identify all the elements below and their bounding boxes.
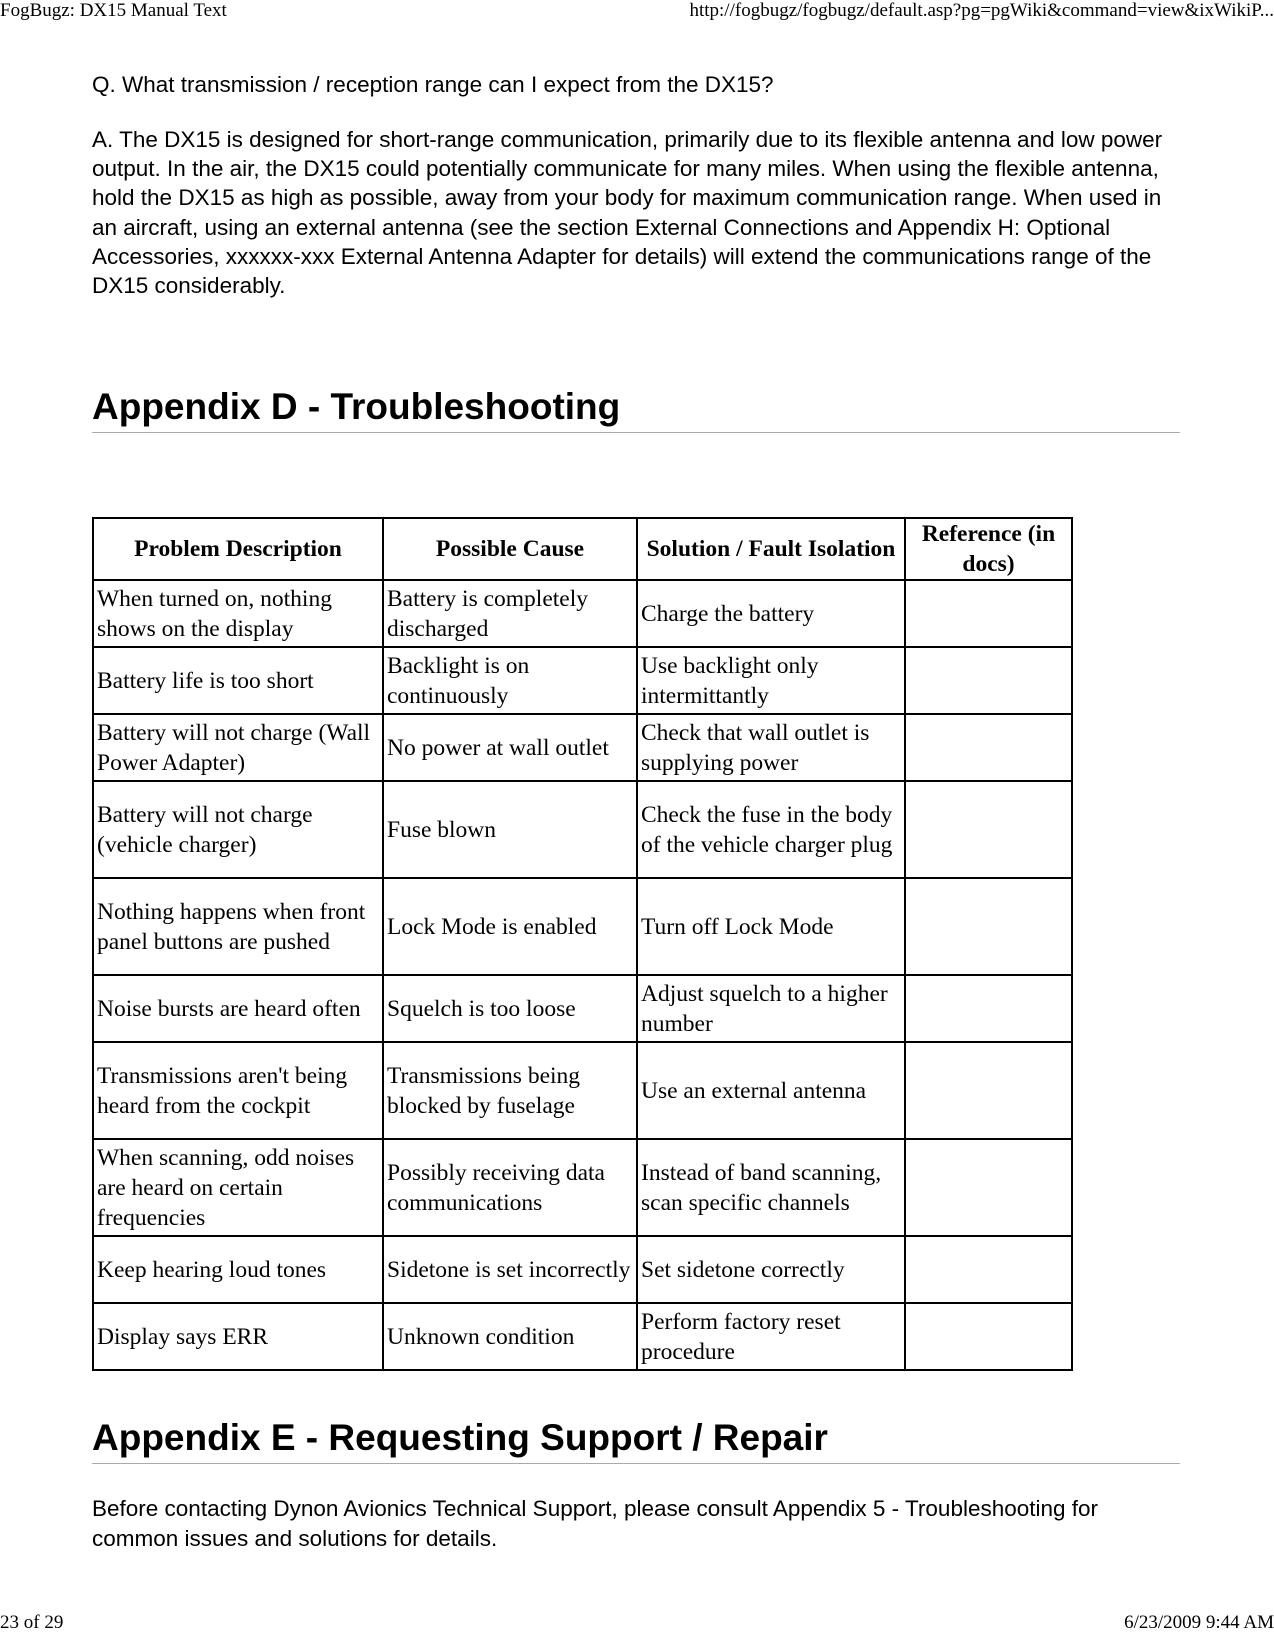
column-header-reference: Reference (in docs) — [905, 518, 1072, 580]
column-header-solution: Solution / Fault Isolation — [637, 518, 905, 580]
reference-cell — [905, 1139, 1072, 1236]
page-counter: 23 of 29 — [0, 1612, 64, 1633]
solution-cell: Check the fuse in the body of the vehicle charger plug — [637, 781, 905, 878]
reference-cell — [905, 714, 1072, 781]
problem-cell: When scanning, odd noises are heard on certain frequencies — [93, 1139, 383, 1236]
solution-cell: Check that wall outlet is supplying power — [637, 714, 905, 781]
support-paragraph: Before contacting Dynon Avionics Technical Support, please consult Appendix 5 - Troubleshooting for common issues and solutions for details. — [92, 1496, 1099, 1551]
solution-cell: Instead of band scanning, scan specific channels — [637, 1139, 905, 1236]
table-row — [93, 1042, 1072, 1139]
solution-cell: Adjust squelch to a higher number — [637, 975, 905, 1042]
cause-cell: Squelch is too loose — [383, 975, 637, 1042]
reference-cell — [905, 878, 1072, 975]
table-row — [93, 714, 1072, 781]
reference-cell — [905, 1042, 1072, 1139]
table-row — [93, 878, 1072, 975]
problem-cell: Battery will not charge (vehicle charger) — [93, 781, 383, 878]
faq-question: Q. What transmission / reception range can I expect from the DX15? — [92, 72, 774, 97]
print-header-title: FogBugz: DX15 Manual Text — [0, 0, 227, 21]
print-header — [0, 0, 1274, 22]
problem-cell: When turned on, nothing shows on the display — [93, 580, 383, 647]
problem-cell: Display says ERR — [93, 1303, 383, 1370]
faq-answer: A. The DX15 is designed for short-range communication, primarily due to its flexible antenna and low power output. In the air, the DX15 could potentially communicate for many miles. When using the flexible antenna, hold the DX15 as high as possible, away from your body for maximum communication range. When used in an aircraft, using an external antenna (see the section External Connections and Appendix H: Optional Accessories, xxxxxx-xxx External Antenna Adapter for details) will extend the communications range of the DX15 considerably. — [92, 127, 1163, 299]
problem-cell: Keep hearing loud tones — [93, 1236, 383, 1303]
table-row — [93, 781, 1072, 878]
table-row — [93, 647, 1072, 714]
reference-cell — [905, 781, 1072, 878]
reference-cell — [905, 975, 1072, 1042]
problem-cell: Nothing happens when front panel buttons are pushed — [93, 878, 383, 975]
print-header-url: http://fogbugz/fogbugz/default.asp?pg=pgWiki&command=view&ixWikiP... — [689, 0, 1274, 21]
print-footer — [0, 1612, 1274, 1634]
solution-cell: Use an external antenna — [637, 1042, 905, 1139]
cause-cell: Possibly receiving data communications — [383, 1139, 637, 1236]
solution-cell: Use backlight only intermittantly — [637, 647, 905, 714]
problem-cell: Battery life is too short — [93, 647, 383, 714]
problem-cell: Transmissions aren't being heard from the cockpit — [93, 1042, 383, 1139]
appendix-d-heading: Appendix D - Troubleshooting — [92, 385, 1180, 433]
solution-cell: Perform factory reset procedure — [637, 1303, 905, 1370]
print-datetime: 6/23/2009 9:44 AM — [1124, 1612, 1274, 1633]
reference-cell — [905, 1236, 1072, 1303]
cause-cell: Lock Mode is enabled — [383, 878, 637, 975]
reference-cell — [905, 580, 1072, 647]
cause-cell: Unknown condition — [383, 1303, 637, 1370]
cause-cell: Transmissions being blocked by fuselage — [383, 1042, 637, 1139]
cause-cell: Battery is completely discharged — [383, 580, 637, 647]
table-row — [93, 1236, 1072, 1303]
troubleshooting-table — [92, 517, 1073, 1371]
cause-cell: No power at wall outlet — [383, 714, 637, 781]
solution-cell: Turn off Lock Mode — [637, 878, 905, 975]
table-row — [93, 580, 1072, 647]
problem-cell: Noise bursts are heard often — [93, 975, 383, 1042]
cause-cell: Fuse blown — [383, 781, 637, 878]
reference-cell — [905, 1303, 1072, 1370]
solution-cell: Charge the battery — [637, 580, 905, 647]
table-header-row — [93, 518, 1072, 580]
column-header-problem: Problem Description — [93, 518, 383, 580]
cause-cell: Sidetone is set incorrectly — [383, 1236, 637, 1303]
reference-cell — [905, 647, 1072, 714]
solution-cell: Set sidetone correctly — [637, 1236, 905, 1303]
cause-cell: Backlight is on continuously — [383, 647, 637, 714]
column-header-cause: Possible Cause — [383, 518, 637, 580]
appendix-e-heading: Appendix E - Requesting Support / Repair — [92, 1416, 1180, 1464]
table-row — [93, 1303, 1072, 1370]
table-row — [93, 975, 1072, 1042]
problem-cell: Battery will not charge (Wall Power Adapter) — [93, 714, 383, 781]
table-row — [93, 1139, 1072, 1236]
